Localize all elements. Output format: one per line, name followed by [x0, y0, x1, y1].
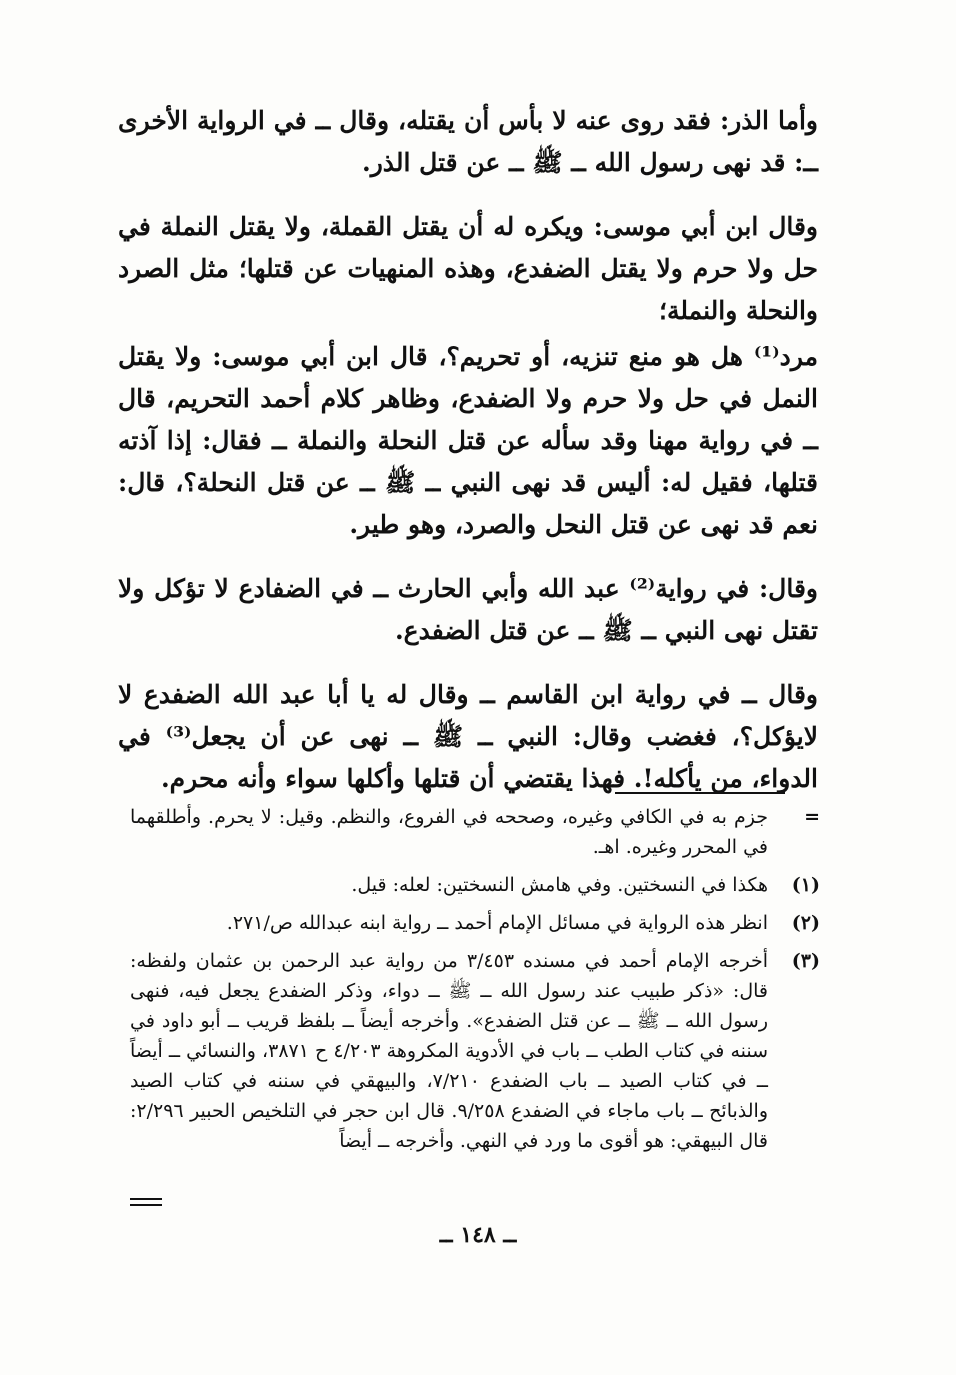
footnote-mark: (١) [791, 874, 820, 896]
footnote-text: انظر هذه الرواية في مسائل الإمام أحمد ــ رواية ابنه عبدالله ص/٢٧١. [226, 912, 768, 934]
page-number: ــ ١٤٨ ــ [439, 1222, 517, 1248]
footnote-1 [130, 870, 820, 900]
footnote-text: هكذا في النسختين. وفي هامش النسختين: لعله: قيل. [351, 874, 768, 896]
footnote-continuation [130, 802, 820, 862]
paragraph-tanzih-tahrim: مرد⁽¹⁾ هل هو منع تنزيه، أو تحريم؟، قال ابن أبي موسى: ولا يقتل النمل في حل ولا حرم ولا الضفدع، وظاهر كلام أحمد التحريم، قال ــ في رواية مهنا وقد سأله عن قتل النحلة والنملة ــ فقال: إذا آذته قتلها، فقيل له: أليس قد نهى النبي ــ ﷺ ــ عن قتل النحلة؟، قال: نعم قد نهى عن قتل النحل والصرد، وهو طير. [118, 342, 818, 539]
paragraph-dharr: وأما الذر: فقد روى عنه لا بأس أن يقتله، وقال ــ في الرواية الأخرى ــ: قد نهى رسول الله ــ ﷺ ــ عن قتل الذر. [118, 106, 818, 177]
footnote-text: أخرجه الإمام أحمد في مسنده ٣/٤٥٣ من رواية عبد الرحمن بن عثمان ولفظه: قال: «ذكر طبيب عند رسول الله ــ ﷺ ــ دواء، وذكر الضفدع يجعل فيه، فنهى رسول الله ــ ﷺ ــ عن قتل الضفدع». وأخرجه أيضاً ــ بلفظ قريب ــ أبو داود في سننه في كتاب الطب ــ باب في الأدوية المكروهة ٤/٢٠٣ ح ٣٨٧١، والنسائي ــ أيضاً ــ في كتاب الصيد ــ باب الضفدع ٧/٢١٠، والبيهقي في سننه في كتاب الصيد والذبائح ــ باب ماجاء في الضفدع ٩/٢٥٨. قال ابن حجر في التلخيص الحبير ٢/٢٩٦: قال البيهقي: هو أقوى ما ورد في النهي. وأخرجه ــ أيضاً [130, 950, 769, 1152]
footnote-mark: (٢) [791, 912, 820, 934]
footnote-mark: = [804, 806, 820, 828]
footnotes [130, 802, 820, 1164]
paragraph-ibn-al-qasim: وقال ــ في رواية ابن القاسم ــ وقال له يا أبا عبد الله الضفدع لا لايؤكل؟، فغضب وقال: النبي ــ ﷺ ــ نهى عن أن يجعل⁽³⁾ في الدواء، من يأكله!. فهذا يقتضي أن قتلها وأكلها سواء وأنه محرم. [118, 680, 818, 793]
continuation-sign [130, 1198, 162, 1206]
main-text [118, 100, 818, 822]
footnote-mark: (٣) [791, 950, 820, 972]
paragraph-dafadi: وقال: في رواية⁽²⁾ عبد الله وأبي الحارث ــ في الضفادع لا تؤكل ولا تقتل نهى النبي ــ ﷺ ــ عن قتل الضفدع. [118, 574, 818, 645]
footnote-3 [130, 946, 820, 1156]
footnote-2 [130, 908, 820, 938]
paragraph-ibn-abi-musa: وقال ابن أبي موسى: ويكره له أن يقتل القملة، ولا يقتل النملة في حل ولا حرم ولا يقتل الضفدع، وهذه المنهيات عن قتلها؛ مثل الصرد والنحلة والنملة؛ [118, 212, 818, 325]
footnote-separator [615, 792, 785, 794]
footnote-text: جزم به في الكافي وغيره، وصححه في الفروع، والنظم. وقيل: لا يحرم. وأطلقهما في المحرر وغيره. اهـ. [130, 806, 768, 858]
